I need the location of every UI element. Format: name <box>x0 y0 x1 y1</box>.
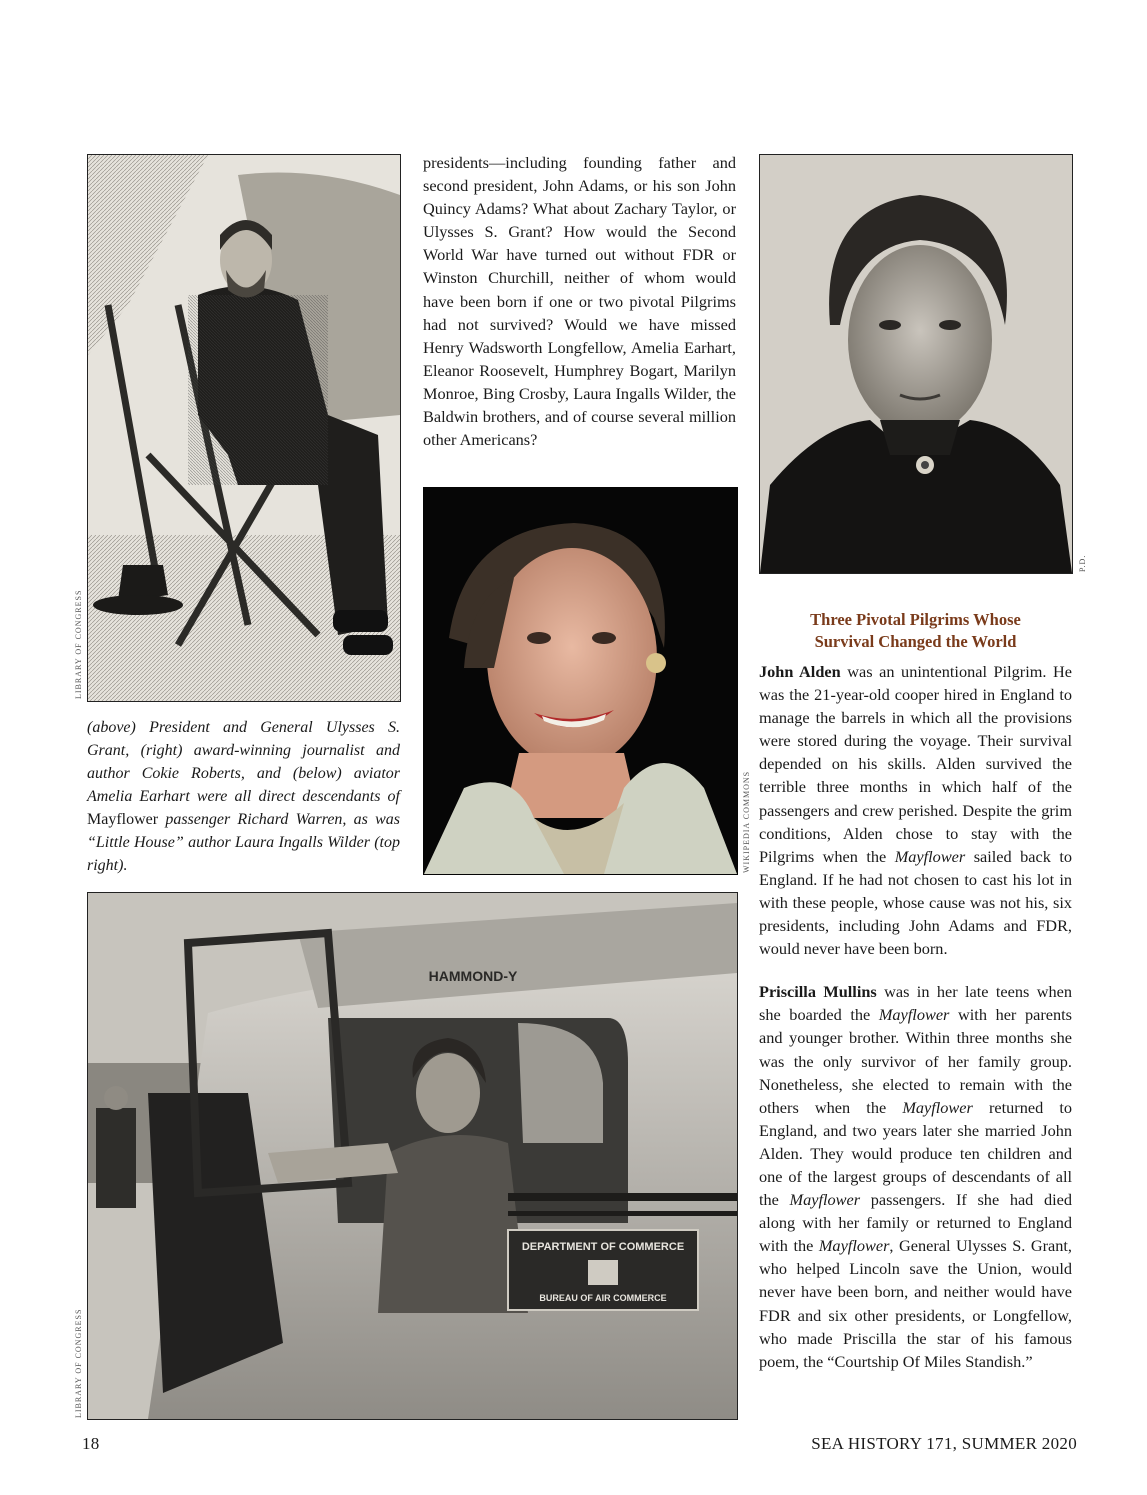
sidebar-heading-line1: Three Pivotal Pilgrims Whose <box>810 610 1021 629</box>
wilder-photo-credit: P.D. <box>1078 554 1087 572</box>
mullins-text-b: with her parents and younger brother. Within three months she was the only survivor of her family group. Nonetheless, she elected to remain with the others when the <box>759 1005 1072 1117</box>
sidebar-heading-line2: Survival Changed the World <box>814 632 1017 651</box>
john-alden-ship: Mayflower <box>894 846 966 866</box>
caption-text-start: (above) President and General Ulysses S. Grant, (right) award-winning journalist and author Cokie Roberts, and (below) aviator Amelia Earhart were all direct descendants of <box>87 719 400 805</box>
photo-caption <box>87 716 400 877</box>
plane-department-label: DEPARTMENT OF COMMERCE <box>521 1241 685 1253</box>
sidebar-body <box>759 660 1072 1393</box>
priscilla-mullins-name: Priscilla Mullins <box>759 982 877 1002</box>
grant-portrait-image <box>87 154 401 702</box>
mullins-text-d: passengers. If she had died along with her family or returned to England with the <box>759 1190 1072 1256</box>
mullins-ship-2: Mayflower <box>902 1097 973 1117</box>
amelia-earhart-image <box>87 892 738 1420</box>
cokie-roberts-image <box>423 487 738 875</box>
mullins-text-c: returned to England, and two years later she married John Alden. They would produce ten children and one of the largest groups of descendants of all the <box>759 1097 1073 1210</box>
earhart-photo-credit: LIBRARY OF CONGRESS <box>74 1308 83 1418</box>
plane-bureau-label: BUREAU OF AIR COMMERCE <box>539 1293 667 1303</box>
page-number: 18 <box>82 1434 100 1453</box>
john-alden-text-b: sailed back to England. If he had not chosen to cast his lot in with these people, whose cause was not his, six presidents, including John Adams and FDR, would never have been born. <box>759 846 1072 959</box>
mullins-ship-4: Mayflower <box>818 1236 890 1256</box>
plane-name-label: HAMMOND-Y <box>428 968 518 984</box>
grant-engraving-drawing <box>88 155 400 701</box>
roberts-photo-credit: WIKIPEDIA COMMONS <box>742 770 751 873</box>
sidebar-heading <box>759 609 1072 653</box>
cokie-roberts-drawing <box>424 488 737 874</box>
john-alden-paragraph <box>759 660 1072 960</box>
caption-ship-name: Mayflower <box>87 811 159 828</box>
wilder-drawing <box>760 155 1072 573</box>
laura-ingalls-wilder-image <box>759 154 1073 574</box>
caption-text-end: passenger Richard Warren, as was “Little House” author Laura Ingalls Wilder (top right). <box>87 811 400 874</box>
mullins-text-a: was in her late teens when she boarded the <box>759 982 1072 1025</box>
mullins-text-e: , General Ulysses S. Grant, who helped Lincoln save the Union, would never have been born, and neither would have FDR and six other presidents, or Longfellow, who made Priscilla the star of his famous poem, the “Courtship Of Miles Standish.” <box>759 1236 1072 1371</box>
john-alden-text-a: was an unintentional Pilgrim. He was the 21-year-old cooper hired in England to manage the barrels in which all the provisions were stored during the voyage. Their survival depended on his skills. Alden survived the terrible three months in which half of the passengers and crew perished. Despite the grim conditions, Alden chose to stay with the Pilgrims when the <box>759 662 1073 866</box>
publication-footer: SEA HISTORY 171, SUMMER 2020 <box>811 1434 1077 1453</box>
john-alden-name: John Alden <box>759 662 841 681</box>
mullins-ship-3: Mayflower <box>789 1190 861 1210</box>
priscilla-mullins-paragraph <box>759 980 1072 1373</box>
center-column-paragraph: presidents—including founding father and second president, John Adams, or his son John Quincy Adams? What about Zachary Taylor, or Ulysses S. Grant? How would the Second World War have turned out without FDR or Winston Churchill, neither of whom would have been born if one or two pivotal Pilgrims had not survived? Would we have missed Henry Wadsworth Longfellow, Amelia Earhart, Eleanor Roosevelt, Humphrey Bogart, Marilyn Monroe, Bing Crosby, Laura Ingalls Wilder, the Baldwin brothers, and of course several million other Americans? <box>423 153 736 450</box>
earhart-drawing <box>88 893 737 1419</box>
grant-photo-credit: LIBRARY OF CONGRESS <box>74 589 83 699</box>
mullins-ship-1: Mayflower <box>878 1005 950 1025</box>
